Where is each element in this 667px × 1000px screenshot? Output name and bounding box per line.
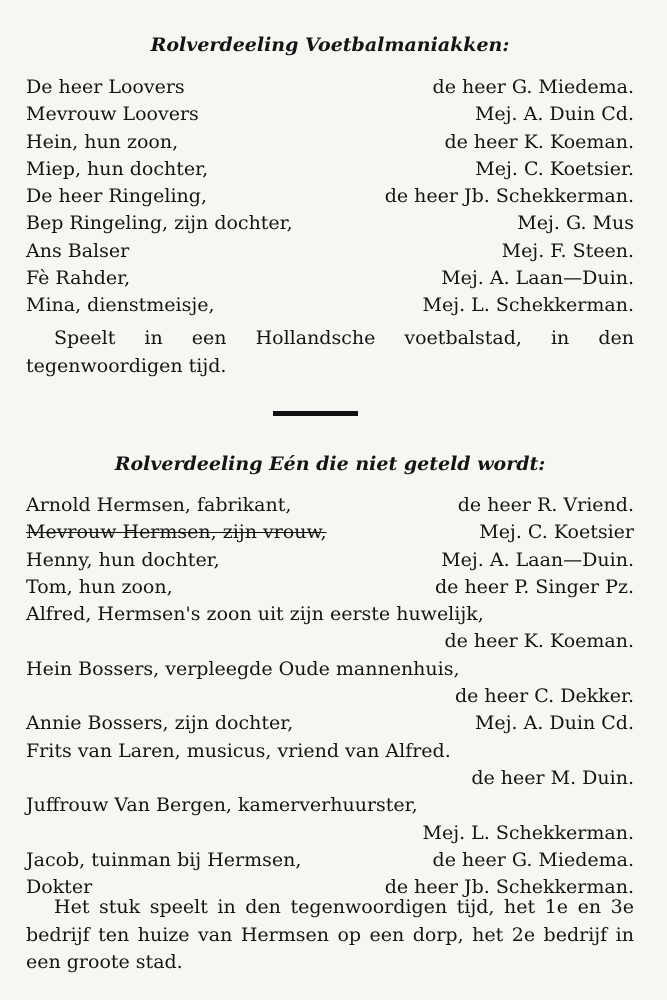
cast-role: Ans Balser	[26, 239, 130, 262]
cast-role: Arnold Hermsen, fabrikant,	[26, 494, 292, 516]
cast-row	[26, 292, 634, 319]
cast-actor: Mej. G. Mus	[517, 212, 634, 235]
cast-actor: Mej. F. Steen.	[501, 239, 634, 262]
section2-setting-note: Het stuk speelt in den tegenwoordigen tijd, het 1e en 3e bedrijf ten huize van Hermsen op een dorp, het 2e bedrijf in een groote stad.	[26, 896, 634, 974]
cast-role: Juffrouw Van Bergen, kamerverhuurster,	[26, 794, 418, 817]
cast-actor: de heer C. Dekker.	[454, 685, 634, 708]
cast-role: Bep Ringeling, zijn dochter,	[26, 212, 293, 235]
cast-row	[26, 156, 634, 183]
cast-role: Jacob, tuinman bij Hermsen,	[26, 848, 302, 871]
cast-row	[26, 792, 634, 847]
cast-row	[26, 129, 634, 156]
cast-role: Mevrouw Hermsen, zijn vrouw,	[26, 521, 327, 544]
cast-role: Hein, hun zoon,	[26, 130, 179, 153]
cast-row	[26, 101, 634, 128]
section2-heading: Rolverdeeling Eén die niet geteld wordt:	[114, 453, 546, 475]
cast-row	[26, 547, 634, 574]
cast-role: Annie Bossers, zijn dochter,	[26, 712, 294, 735]
cast-row	[26, 492, 634, 519]
cast-actor: Mej. A. Duin Cd.	[474, 103, 634, 126]
cast-actor: de heer R. Vriend.	[457, 494, 634, 516]
cast-role: De heer Ringeling,	[26, 185, 207, 208]
cast-row	[26, 183, 634, 210]
cast-row	[26, 519, 634, 546]
cast-actor: de heer Jb. Schekkerman.	[384, 876, 634, 899]
cast-role: Mevrouw Loovers	[26, 103, 199, 126]
cast-actor: de heer K. Koeman.	[444, 130, 634, 153]
cast-row	[26, 574, 634, 601]
cast-role: Henny, hun dochter,	[26, 548, 220, 571]
cast-row	[26, 74, 634, 101]
cast-actor: Mej. L. Schekkerman.	[422, 294, 634, 317]
cast-role: Mina, dienstmeisje,	[26, 294, 215, 317]
section2-cast-list	[26, 492, 634, 901]
cast-row	[26, 656, 634, 711]
cast-actor: Mej. L. Schekkerman.	[422, 821, 634, 844]
section-divider	[273, 411, 358, 416]
cast-role: Dokter	[26, 876, 93, 899]
cast-actor: Mej. A. Duin Cd.	[474, 712, 634, 735]
cast-actor: Mej. A. Laan—Duin.	[441, 548, 634, 571]
cast-row	[26, 710, 634, 737]
cast-actor: de heer K. Koeman.	[444, 630, 634, 653]
cast-actor: de heer Jb. Schekkerman.	[384, 185, 634, 208]
cast-row	[26, 601, 634, 656]
cast-actor: de heer M. Duin.	[471, 766, 634, 789]
cast-role: Tom, hun zoon,	[26, 575, 173, 598]
cast-role: De heer Loovers	[26, 76, 185, 98]
program-page	[26, 0, 634, 1000]
cast-actor: Mej. C. Koetsier.	[475, 157, 634, 180]
cast-row	[26, 738, 634, 793]
cast-role: Fè Rahder,	[26, 267, 131, 290]
cast-actor: de heer G. Miedema.	[432, 848, 634, 871]
cast-actor: de heer G. Miedema.	[432, 76, 634, 98]
cast-row	[26, 238, 634, 265]
cast-role: Miep, hun dochter,	[26, 157, 209, 180]
cast-row	[26, 847, 634, 874]
cast-role: Hein Bossers, verpleegde Oude mannenhuis,	[26, 657, 460, 680]
section1-cast-list	[26, 74, 634, 320]
section1-setting-note: Speelt in een Hollandsche voetbalstad, in den tegenwoordigen tijd.	[26, 327, 634, 377]
cast-actor: de heer P. Singer Pz.	[435, 575, 634, 598]
cast-row	[26, 210, 634, 237]
section1-heading: Rolverdeeling Voetbalmaniakken:	[150, 34, 510, 56]
cast-actor: Mej. A. Laan—Duin.	[441, 267, 634, 290]
cast-actor: Mej. C. Koetsier	[479, 521, 634, 544]
cast-role: Frits van Laren, musicus, vriend van Alfred.	[26, 739, 451, 762]
cast-role: Alfred, Hermsen's zoon uit zijn eerste huwelijk,	[26, 603, 484, 626]
cast-row	[26, 265, 634, 292]
